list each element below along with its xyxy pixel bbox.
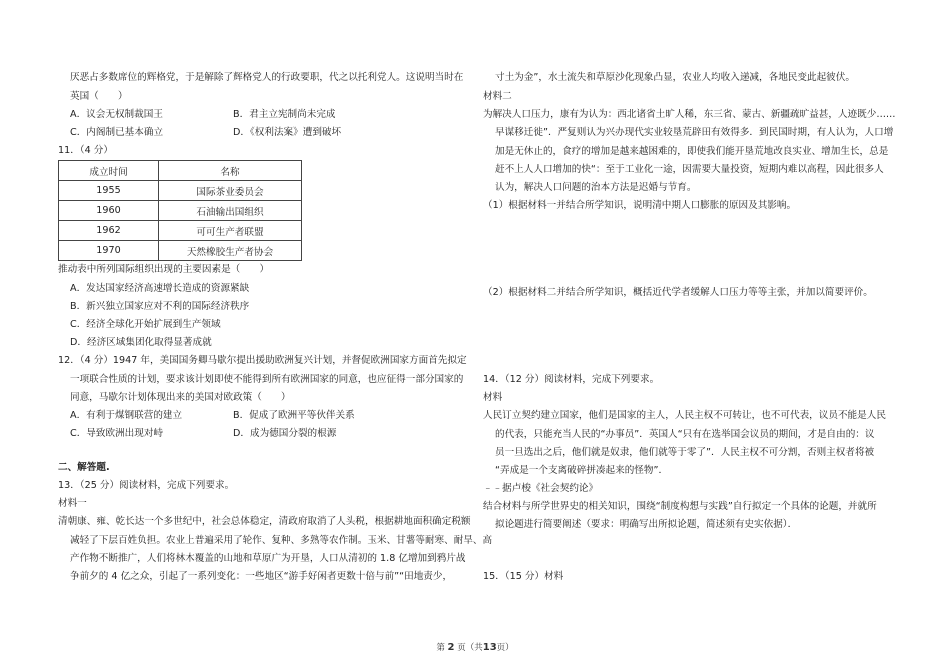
material-2-text: 早谋移迁徙”．严复则认为兴办现代实业较垦荒辟田有效得多．到民国时期，有人认为，人口增 xyxy=(495,127,894,138)
q13-part-2: （2）根据材料二并结合所学知识，概括近代学者缓解人口压力等等主张，并加以简要评价。 xyxy=(483,287,873,298)
q12-option-a: A．有利于煤钢联营的建立 xyxy=(70,410,183,421)
q14-material-label: 材料 xyxy=(483,392,503,403)
q11-option-a: A．发达国家经济高速增长造成的资源紧缺 xyxy=(70,283,250,294)
q14-heading: 14．（12 分）阅读材料，完成下列要求。 xyxy=(483,374,660,385)
q12-option-b: B．促成了欧洲平等伙伴关系 xyxy=(233,410,355,421)
material-2-text: 加是无休止的，食疗的增加是越来越困难的，即使我们能开垦荒地改良实业、增加生长，总是 xyxy=(495,146,889,157)
q10-text: 厌恶占多数席位的辉格党，于是解除了辉格党人的行政要职，代之以托利党人。这说明当时在 xyxy=(70,72,464,83)
q14-material-text: 员一旦选出之后，他们就是奴隶，他们就等于零了”．人民主权不可分割，否则主权者将被 xyxy=(495,447,875,458)
q11-stem: 推动表中所列国际组织出现的主要因素是（ ） xyxy=(58,264,270,275)
table-header: 成立时间 xyxy=(59,161,159,181)
table-cell: 1970 xyxy=(59,241,159,261)
material-1-label: 材料一 xyxy=(58,498,87,509)
page-footer xyxy=(0,641,950,653)
q14-task: 结合材料与所学世界史的相关知识，围绕“制度构想与实践”自行拟定一个具体的论题，并就所 xyxy=(483,501,877,512)
q11-heading: 11．（4 分） xyxy=(58,145,113,156)
material-2-label: 材料二 xyxy=(483,91,512,102)
q11-option-d: D．经济区域集团化取得显著成就 xyxy=(70,337,212,348)
q11-option-c: C．经济全球化开始扩展到生产领域 xyxy=(70,319,221,330)
q10-option-a: A．议会无权制裁国王 xyxy=(70,109,163,120)
footer-prefix: 第 xyxy=(436,643,445,653)
table-header-row xyxy=(59,161,302,181)
table-cell: 1960 xyxy=(59,201,159,221)
q14-material-text: 的代表，只能充当人民的“办事员”．英国人“只有在选举国会议员的期间，才是自由的：议 xyxy=(495,429,875,440)
table-cell: 1962 xyxy=(59,221,159,241)
q12-text: 一项联合性质的计划，要求该计划即使不能得到所有欧洲国家的同意，也应征得一部分国家的 xyxy=(70,374,464,385)
q10-option-c: C．内阁制已基本确立 xyxy=(70,127,164,138)
page-number: 2 xyxy=(447,642,455,653)
q10-option-d: D．《权利法案》遭到破坏 xyxy=(233,127,342,138)
q12-option-d: D．成为德国分裂的根源 xyxy=(233,428,337,439)
q11-table xyxy=(58,160,302,261)
material-1-text: 寸土为金”，水土流失和草原沙化现象凸显，农业人均收入递减，各地民变此起彼伏。 xyxy=(495,72,855,83)
table-cell: 1955 xyxy=(59,181,159,201)
q15-heading: 15．（15 分）材料 xyxy=(483,571,564,582)
q10-text: 英国（ ） xyxy=(70,91,128,102)
material-2-text: 认为，解决人口问题的治本方法是迟婚与节育。 xyxy=(495,182,697,193)
table-row xyxy=(59,221,302,241)
footer-mid: 页（共 xyxy=(457,643,483,653)
material-2-text: 为解决人口压力，康有为认为：西北诸省土旷人稀，东三省、蒙古、新疆疏旷益甚，人迹既少…… xyxy=(483,109,896,120)
section-heading: 二、解答题. xyxy=(58,462,110,473)
table-cell: 天然橡胶生产者协会 xyxy=(159,241,302,261)
table-row xyxy=(59,181,302,201)
q10-option-b: B．君主立宪制尚未完成 xyxy=(233,109,336,120)
material-2-text: 赶不上人人口增加的快“：至于工业化一途，因需要大量投资，短期内难以高程，因此很多人 xyxy=(495,164,884,175)
q13-part-1: （1）根据材料一并结合所学知识，说明清中期人口膨胀的原因及其影响。 xyxy=(483,200,797,211)
material-1-text: 产作物不断推广，人们将林木覆盖的山地和草原广为开垦，人口从清初的 1.8 亿增加到鸦片战 xyxy=(70,553,466,564)
table-cell: 国际茶业委员会 xyxy=(159,181,302,201)
table-row xyxy=(59,201,302,221)
q14-material-text: “弄成是一个支离破碎拼凑起来的怪物”． xyxy=(495,465,669,476)
total-pages: 13 xyxy=(482,642,497,653)
q11-option-b: B．新兴独立国家应对不利的国际经济秩序 xyxy=(70,301,250,312)
footer-suffix: 页） xyxy=(496,643,514,653)
table-row xyxy=(59,241,302,261)
q14-task: 拟论题进行简要阐述（要求：明确写出所拟论题，简述须有史实依据）． xyxy=(495,519,798,530)
q12-text: 同意，马歇尔计划体现出来的美国对欧政策（ ） xyxy=(70,392,291,403)
material-1-text: 争前夕的 4 亿之众，引起了一系列变化：一些地区“游手好闲者更数十倍与前”“田地责少， xyxy=(70,571,453,582)
q12-text: 12．（4 分）1947 年，美国国务卿马歇尔提出援助欧洲复兴计划，并督促欧洲国家方面首先拟定 xyxy=(58,355,467,366)
material-1-text: 减轻了下层百姓负担。农业上普遍采用了轮作、复种、多熟等农作制。玉米、甘薯等耐寒、耐旱、高 xyxy=(70,535,493,546)
q14-material-text: 人民订立契约建立国家，他们是国家的主人，人民主权不可转让，也不可代表，议员不能是人民 xyxy=(483,410,886,421)
table-cell: 石油输出国组织 xyxy=(159,201,302,221)
q13-heading: 13．（25 分）阅读材料，完成下列要求。 xyxy=(58,480,235,491)
table-cell: 可可生产者联盟 xyxy=(159,221,302,241)
q12-option-c: C．导致欧洲出现对峙 xyxy=(70,428,164,439)
table-header: 名称 xyxy=(159,161,302,181)
material-1-text: 清朝康、雍、乾长达一个多世纪中，社会总体稳定，清政府取消了人头税，根据耕地面积确定税额 xyxy=(58,516,471,527)
q14-source: ﹣﹣据卢梭《社会契约论》 xyxy=(483,483,599,494)
